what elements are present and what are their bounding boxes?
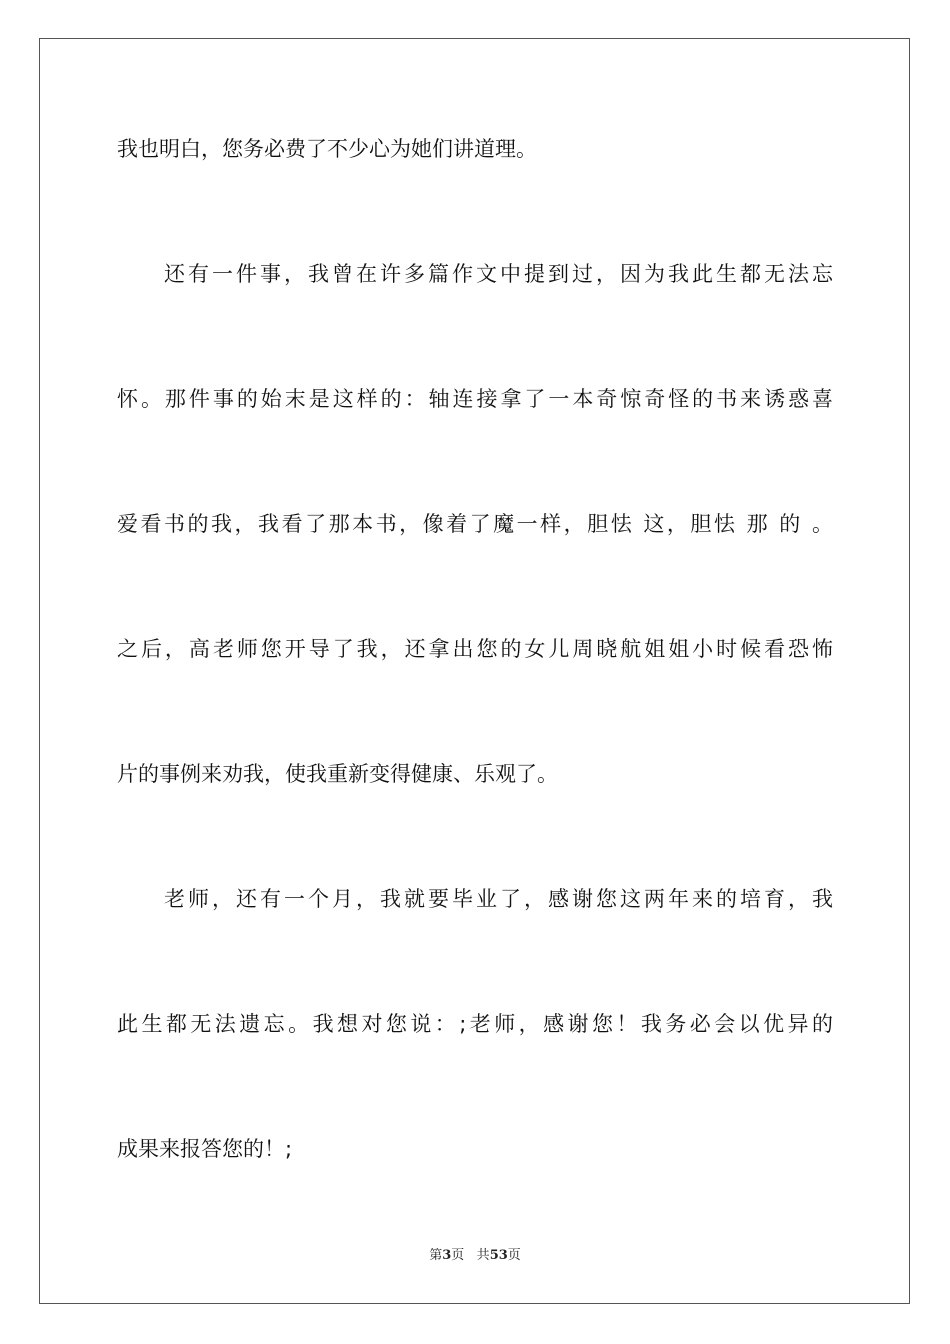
footer-page-suffix: 页	[451, 1248, 465, 1263]
text-line-7: 老师，还有一个月，我就要毕业了，感谢您这两年来的培育，我	[164, 887, 833, 911]
page-border	[39, 38, 910, 1304]
text-line-9: 成果来报答您的！;	[117, 1137, 293, 1161]
text-line-3: 怀。那件事的始末是这样的：轴连接拿了一本奇惊奇怪的书来诱惑喜	[117, 387, 833, 411]
page-footer	[0, 1247, 950, 1265]
footer-page-number: 3	[442, 1248, 452, 1263]
text-line-8: 此生都无法遗忘。我想对您说：;老师，感谢您！我务必会以优异的	[117, 1012, 833, 1036]
text-line-5: 之后，高老师您开导了我，还拿出您的女儿周晓航姐姐小时候看恐怖	[117, 637, 833, 661]
footer-total-suffix: 页	[507, 1248, 521, 1263]
text-line-1: 我也明白，您务必费了不少心为她们讲道理。	[117, 137, 537, 161]
footer-page-prefix: 第	[429, 1248, 443, 1263]
text-line-4: 爱看书的我，我看了那本书，像着了魔一样，胆怯 这，胆怯 那 的 。	[117, 512, 833, 536]
footer-total-pages: 53	[489, 1248, 508, 1263]
text-line-6: 片的事例来劝我，使我重新变得健康、乐观了。	[117, 762, 558, 786]
text-line-2: 还有一件事，我曾在许多篇作文中提到过，因为我此生都无法忘	[164, 262, 833, 286]
footer-total-prefix: 共	[476, 1248, 490, 1263]
